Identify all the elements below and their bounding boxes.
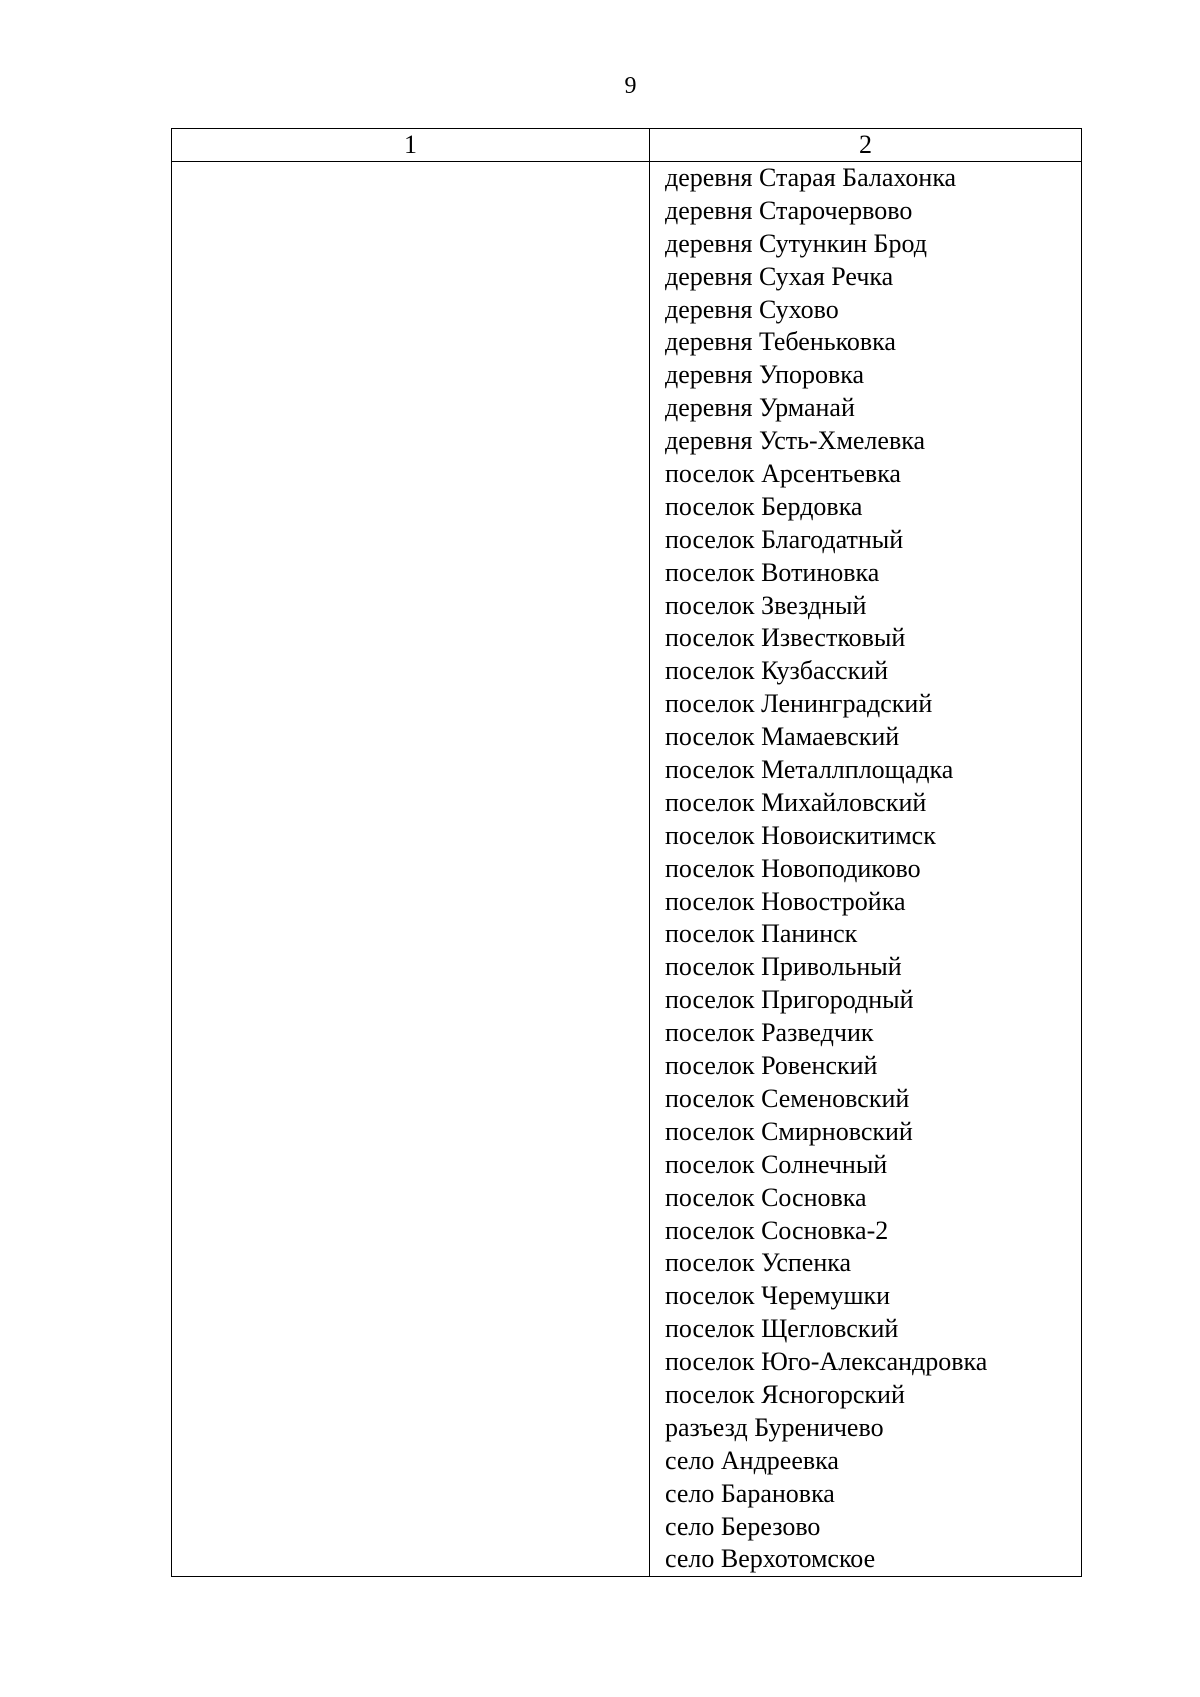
list-item: деревня Сухая Речка (665, 261, 894, 291)
list-item: деревня Сухово (665, 294, 839, 324)
list-item: село Барановка (665, 1478, 835, 1508)
list-item: поселок Успенка (665, 1248, 852, 1278)
list-item: поселок Смирновский (665, 1116, 913, 1146)
settlements-table (171, 128, 1082, 1577)
list-item: село Березово (665, 1511, 821, 1541)
list-item: село Андреевка (665, 1445, 839, 1475)
list-item: деревня Упоровка (665, 360, 865, 390)
column-header-2: 2 (650, 129, 1082, 162)
list-item: поселок Бердовка (665, 491, 863, 521)
list-item: деревня Старая Балахонка (665, 163, 957, 192)
list-item: поселок Ровенский (665, 1051, 878, 1081)
list-item: поселок Ясногорский (665, 1379, 905, 1409)
list-item: деревня Урманай (665, 393, 855, 423)
page-number: 9 (624, 73, 637, 99)
list-item: поселок Привольный (665, 952, 902, 982)
list-item: деревня Усть-Хмелевка (665, 426, 925, 456)
list-item: поселок Пригородный (665, 985, 914, 1015)
list-item: поселок Кузбасский (665, 656, 889, 686)
list-item: поселок Звездный (665, 590, 867, 620)
column-1-cell (172, 162, 650, 1577)
list-item: поселок Юго-Александровка (665, 1347, 988, 1377)
list-item: поселок Благодатный (665, 524, 904, 554)
list-item: деревня Старочервово (665, 195, 913, 225)
table-row (172, 162, 1082, 1577)
list-item: поселок Известковый (665, 623, 906, 653)
list-item: поселок Ленинградский (665, 689, 933, 719)
list-item: поселок Новостройка (665, 886, 906, 916)
list-item: поселок Металлплощадка (665, 755, 954, 785)
list-item: поселок Сосновка (665, 1182, 867, 1212)
table-header-row (172, 129, 1082, 162)
list-item: деревня Сутункин Брод (665, 228, 927, 258)
settlement-list (665, 162, 1081, 1576)
list-item: поселок Панинск (665, 919, 858, 949)
list-item: поселок Солнечный (665, 1149, 888, 1179)
list-item: поселок Михайловский (665, 787, 927, 817)
list-item: деревня Тебеньковка (665, 327, 896, 357)
list-item: поселок Сосновка-2 (665, 1215, 889, 1245)
column-header-1: 1 (172, 129, 650, 162)
column-2-cell (650, 162, 1082, 1577)
list-item: поселок Новоподиково (665, 853, 921, 883)
list-item: поселок Щегловский (665, 1314, 899, 1344)
list-item: поселок Черемушки (665, 1281, 891, 1311)
list-item: поселок Арсентьевка (665, 459, 901, 489)
list-item: поселок Вотиновка (665, 557, 880, 587)
list-item: село Верхотомское (665, 1544, 876, 1574)
list-item: разъезд Буреничево (665, 1412, 884, 1442)
list-item: поселок Разведчик (665, 1018, 874, 1048)
list-item: поселок Семеновский (665, 1083, 910, 1113)
list-item: поселок Новоискитимск (665, 820, 936, 850)
list-item: поселок Мамаевский (665, 722, 900, 752)
